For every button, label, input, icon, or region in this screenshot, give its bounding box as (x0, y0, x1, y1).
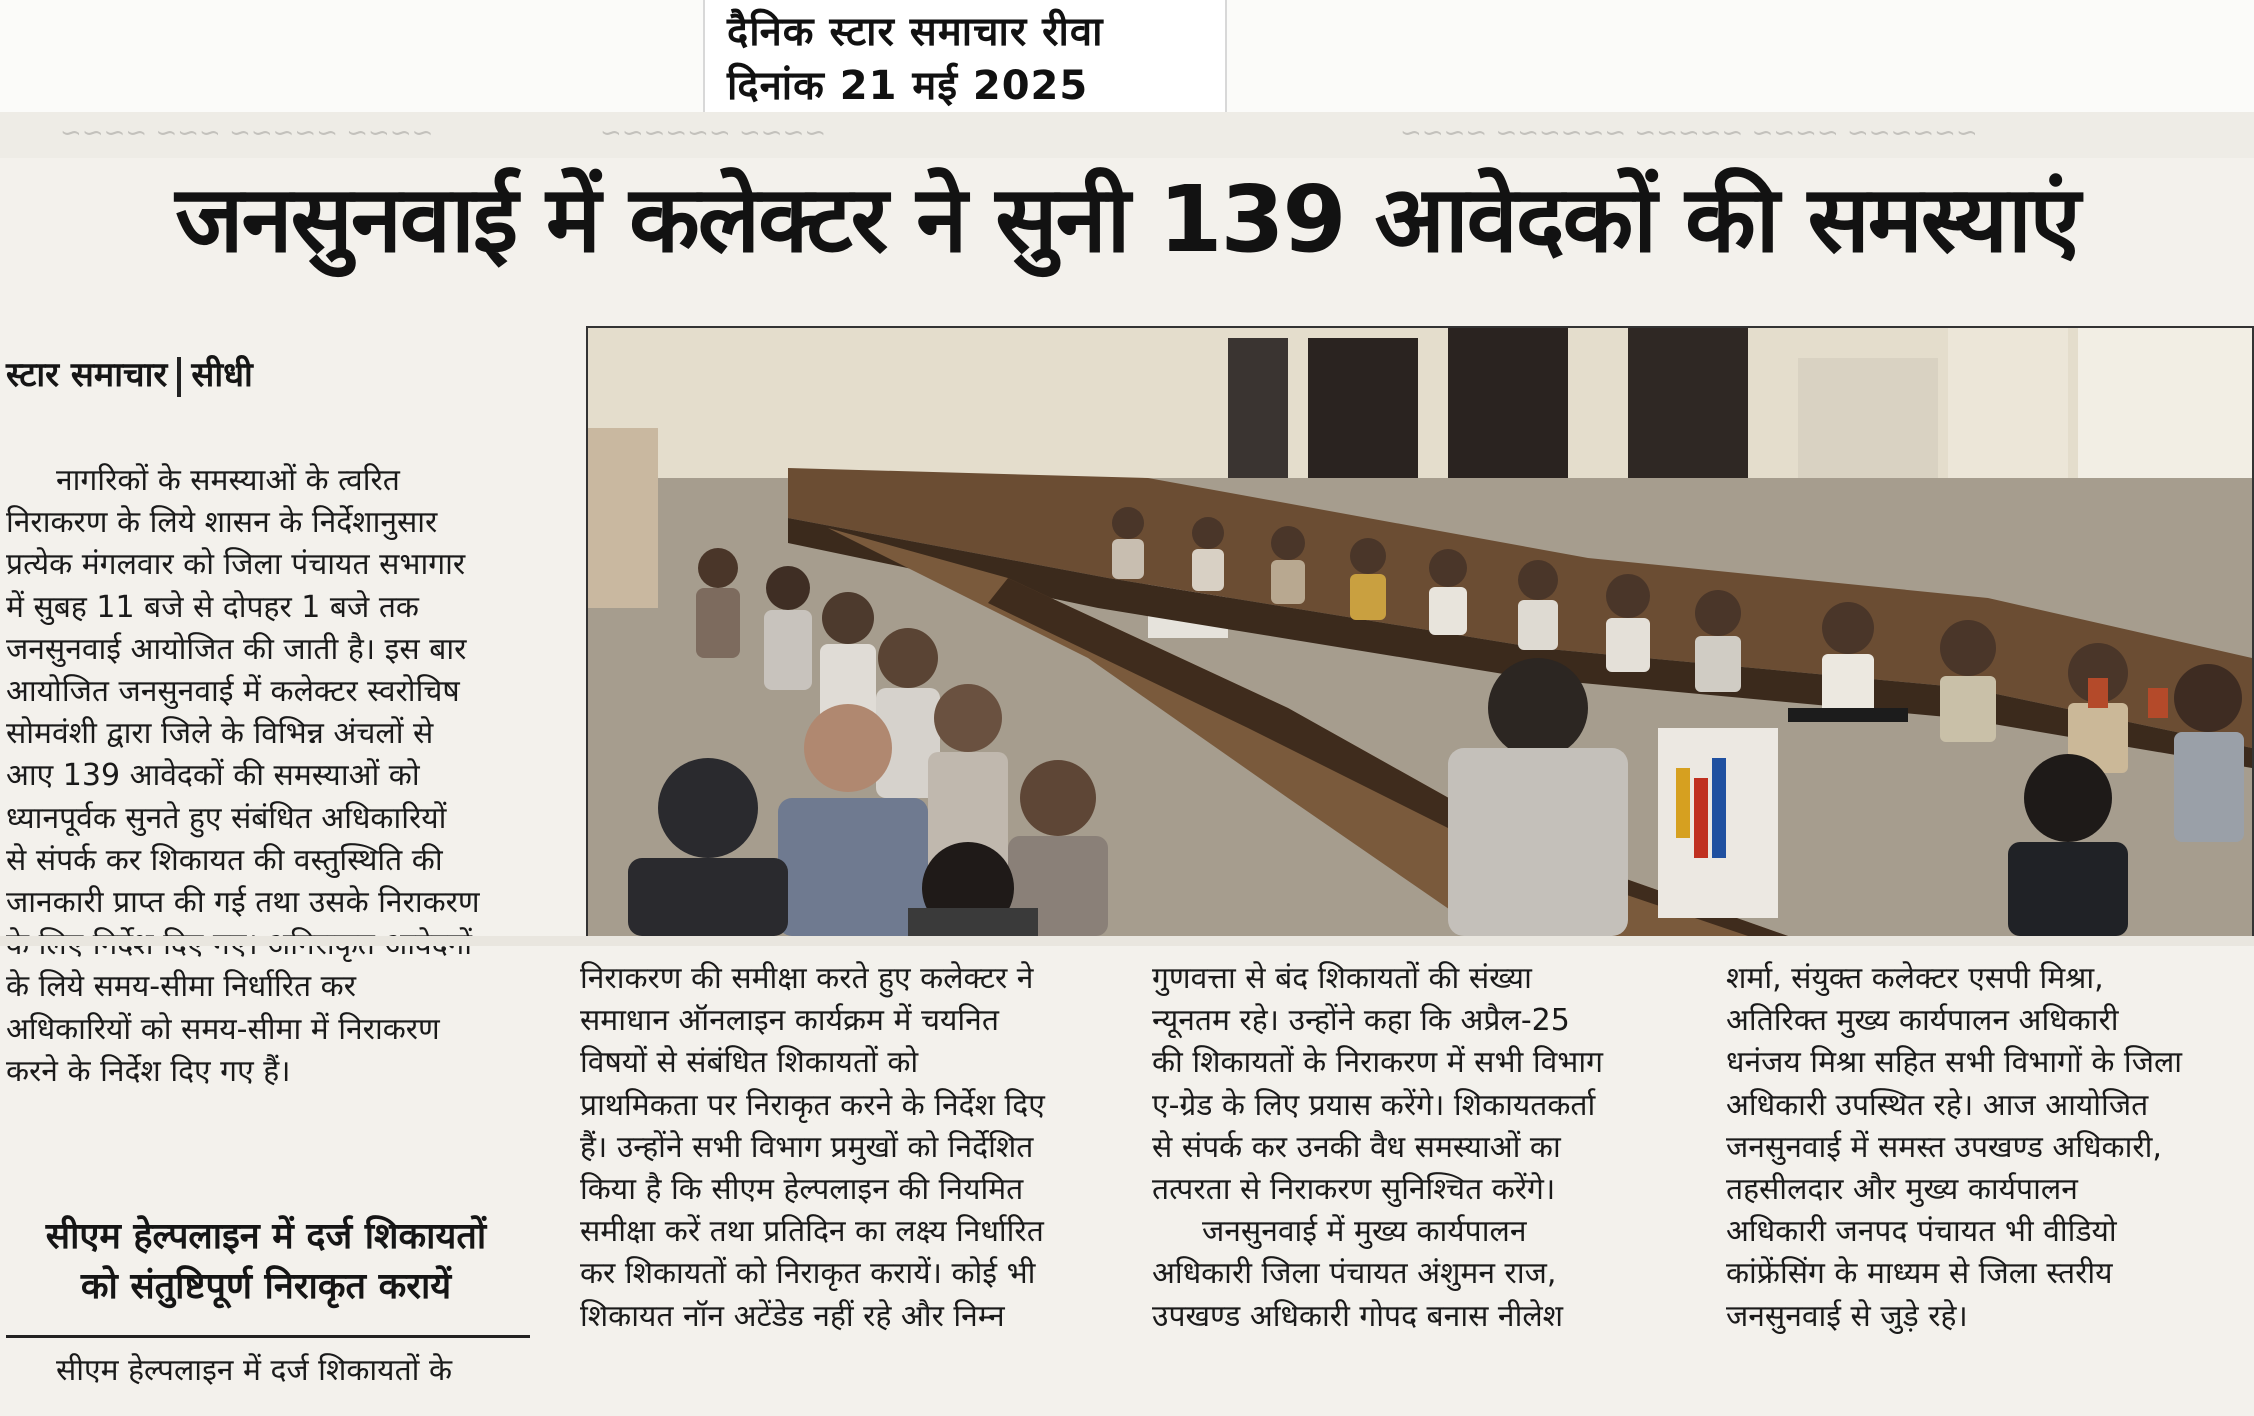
article-line: ए-ग्रेड के लिए प्रयास करेंगे। शिकायतकर्ता (1152, 1087, 1596, 1123)
article-line: में सुबह 11 बजे से दोपहर 1 बजे तक (6, 589, 419, 625)
article-line: के लिये समय-सीमा निर्धारित कर (6, 969, 356, 1005)
byline-agency: स्टार समाचार (6, 355, 168, 395)
article-line: जनसुनवाई में मुख्य कार्यपालन (1202, 1214, 1527, 1250)
article-column-4 (1726, 958, 2246, 1408)
headline: जनसुनवाई में कलेक्टर ने सुनी 139 आवेदकों की समस्याएं (175, 166, 2079, 273)
article-line: तत्परता से निराकरण सुनिश्चित करेंगे। (1152, 1172, 1556, 1208)
article-line: ध्यानपूर्वक सुनते हुए संबंधित अधिकारियों (6, 800, 447, 836)
article-line: किया है कि सीएम हेल्पलाइन की नियमित (580, 1172, 1024, 1208)
article-line: अधिकारी उपस्थित रहे। आज आयोजित (1726, 1087, 2149, 1123)
meeting-photo-drawing (588, 328, 2252, 936)
photo-gutter (0, 936, 2254, 946)
article-line: कांफ्रेंसिंग के माध्यम से जिला स्तरीय (1726, 1256, 2113, 1292)
article-line: सोमवंशी द्वारा जिले के विभिन्न अंचलों से (6, 716, 434, 752)
article-line: समीक्षा करें तथा प्रतिदिन का लक्ष्य निर्धारित (580, 1214, 1044, 1250)
newspaper-name: दैनिक स्टार समाचार रीवा (727, 9, 1104, 55)
article-line: जनसुनवाई आयोजित की जाती है। इस बार (6, 631, 467, 667)
article-line: गुणवत्ता से बंद शिकायतों की संख्या (1152, 961, 1532, 996)
article-line: जानकारी प्राप्त की गई तथा उसके निराकरण (6, 885, 480, 921)
article-line: निराकरण के लिये शासन के निर्देशानुसार (6, 505, 438, 541)
article-line: जनसुनवाई में समस्त उपखण्ड अधिकारी, (1726, 1129, 2162, 1165)
article-line: प्राथमिकता पर निराकृत करने के निर्देश दिए (580, 1087, 1045, 1123)
article-line: विषयों से संबंधित शिकायतों को (580, 1045, 919, 1081)
article-line: प्रत्येक मंगलवार को जिला पंचायत सभागार (6, 547, 466, 583)
article-line: करने के निर्देश दिए गए हैं। (6, 1053, 291, 1089)
bleed-through-text: ~~~~ ~~~~~ ~~~ ~~~~ (60, 118, 434, 148)
article-line: की शिकायतों के निराकरण में सभी विभाग (1152, 1045, 1604, 1081)
article-line: निराकरण की समीक्षा करते हुए कलेक्टर ने (580, 961, 1034, 996)
article-line: धनंजय मिश्रा सहित सभी विभागों के जिला (1726, 1045, 2183, 1081)
article-line: आयोजित जनसुनवाई में कलेक्टर स्वरोचिष (6, 674, 460, 710)
article-line: से संपर्क कर उनकी वैध समस्याओं का (1152, 1129, 1561, 1165)
meeting-photo (586, 326, 2254, 938)
article-line: समाधान ऑनलाइन कार्यक्रम में चयनित (580, 1003, 999, 1039)
article-line: सीएम हेल्पलाइन में दर्ज शिकायतों के (56, 1353, 453, 1388)
article-line: अधिकारी जिला पंचायत अंशुमन राज, (1152, 1256, 1557, 1292)
article-line: से संपर्क कर शिकायत की वस्तुस्थिति की (6, 842, 443, 878)
article-line: शर्मा, संयुक्त कलेक्टर एसपी मिश्रा, (1726, 961, 2104, 996)
byline (6, 350, 253, 397)
article-line: उपखण्ड अधिकारी गोपद बनास नीलेश (1152, 1298, 1564, 1334)
article-line: शिकायत नॉन अटेंडेड नहीं रहे और निम्न (580, 1298, 1005, 1334)
article-line: अधिकारी जनपद पंचायत भी वीडियो (1726, 1214, 2117, 1250)
article-line: कर शिकायतों को निराकृत करायें। कोई भी (580, 1256, 1036, 1292)
article-line: अधिकारियों को समय-सीमा में निराकरण (6, 1011, 440, 1047)
article-column-1-tail (6, 1350, 530, 1400)
article-line: नागरिकों के समस्याओं के त्वरित (56, 463, 400, 498)
subheading-line: को संतुष्टिपूर्ण निराकृत करायें (80, 1266, 452, 1307)
article-line: अतिरिक्त मुख्य कार्यपालन अधिकारी (1726, 1003, 2119, 1039)
article-line: जनसुनवाई से जुड़े रहे। (1726, 1298, 1968, 1334)
subheading-rule (6, 1335, 530, 1338)
clipping-date: दिनांक 21 मई 2025 (727, 63, 1089, 109)
article-column-3 (1152, 958, 1682, 1408)
article-line: तहसीलदार और मुख्य कार्यपालन (1726, 1172, 2078, 1208)
bleed-through-text: ~~~~ ~~~~~~ (600, 118, 827, 148)
bleed-through-text: ~~~~~~ ~~~~ ~~~~~ ~~~~~~ ~~~~ (1400, 118, 1978, 148)
clipping-label (703, 0, 1227, 112)
subheading-line: सीएम हेल्पलाइन में दर्ज शिकायतों (45, 1216, 487, 1257)
article-line: आए 139 आवेदकों की समस्याओं को (6, 758, 420, 794)
article-column-1 (6, 460, 530, 1205)
subheading (6, 1212, 526, 1312)
article-line: हैं। उन्होंने सभी विभाग प्रमुखों को निर्देशित (580, 1129, 1034, 1165)
byline-separator (177, 357, 181, 397)
article-column-2 (580, 958, 1108, 1408)
byline-place: सीधी (191, 355, 253, 395)
article-line: न्यूनतम रहे। उन्होंने कहा कि अप्रैल-25 (1152, 1003, 1570, 1039)
